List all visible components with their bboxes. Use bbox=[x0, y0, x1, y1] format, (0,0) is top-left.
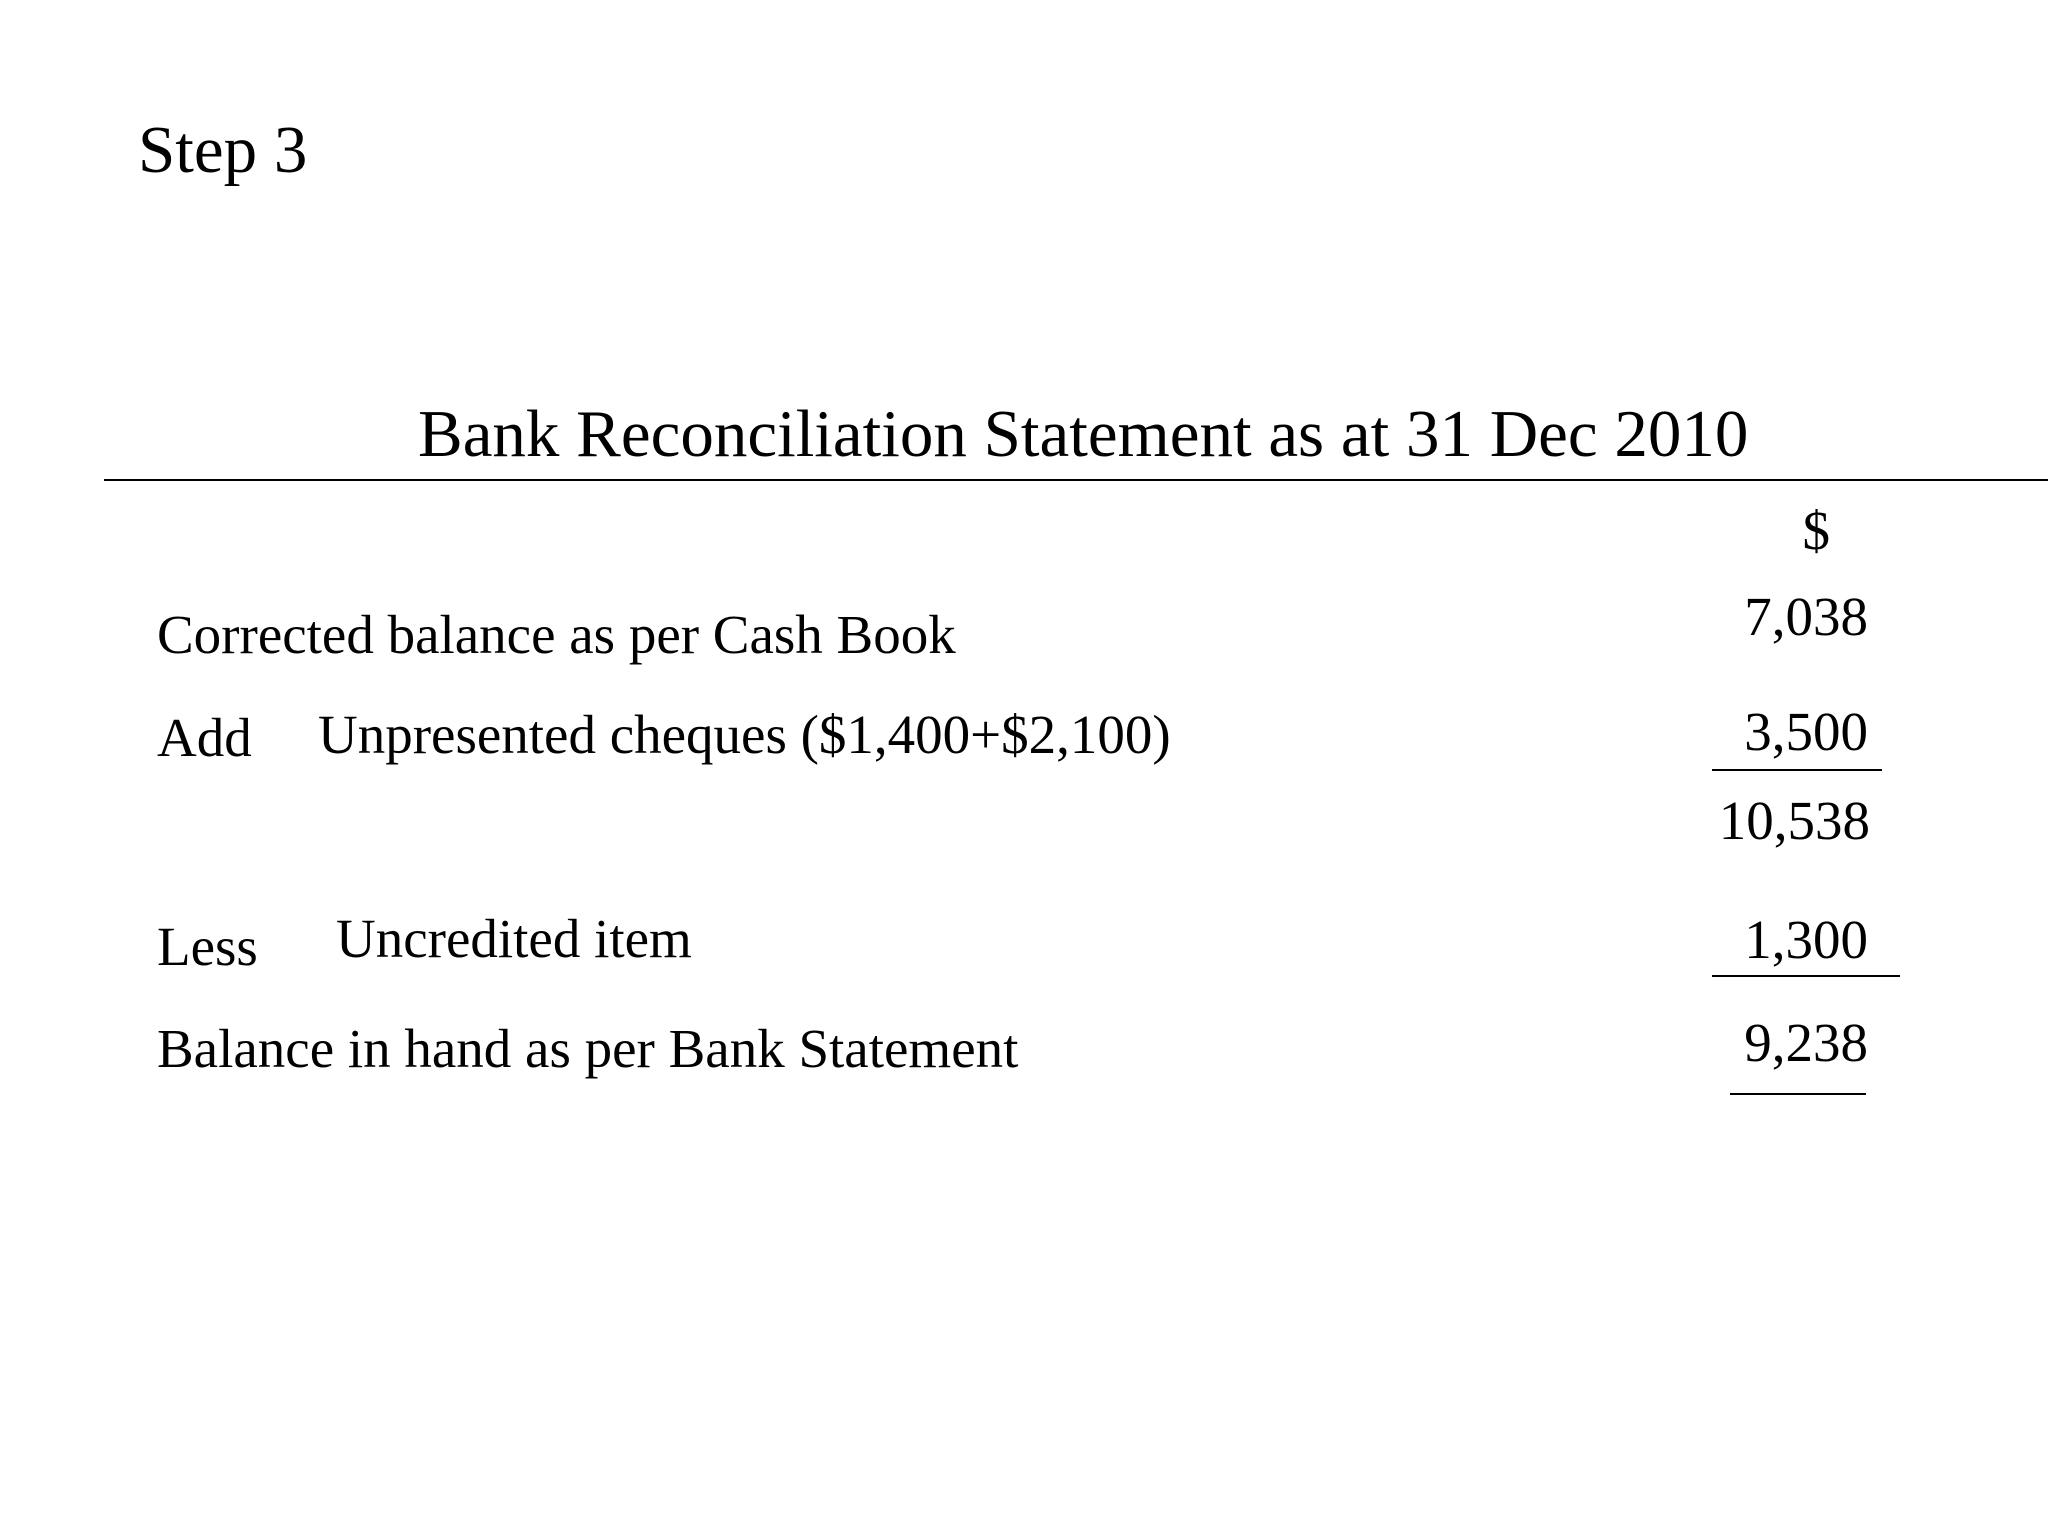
row-label-cash-book: Corrected balance as per Cash Book bbox=[157, 604, 956, 665]
row-label-bank-statement: Balance in hand as per Bank Statement bbox=[157, 1018, 1019, 1079]
step-label: Step 3 bbox=[138, 113, 308, 187]
row-prefix-less: Less bbox=[157, 916, 258, 977]
final-total-rule bbox=[1730, 1093, 1866, 1095]
amount-uncredited-item: 1,300 bbox=[1744, 909, 1868, 970]
amount-cash-book: 7,038 bbox=[1744, 586, 1868, 647]
row-prefix-add: Add bbox=[157, 707, 252, 768]
row-label-uncredited-item: Uncredited item bbox=[336, 908, 692, 969]
amount-unpresented-cheques: 3,500 bbox=[1744, 701, 1868, 762]
subtotal-rule bbox=[1712, 769, 1882, 771]
title-underline bbox=[104, 479, 2048, 481]
statement-title: Bank Reconciliation Statement as at 31 Dec 2010 bbox=[418, 397, 1749, 471]
row-label-unpresented-cheques: Unpresented cheques ($1,400+$2,100) bbox=[318, 704, 1171, 765]
currency-header: $ bbox=[1802, 500, 1830, 561]
amount-bank-statement: 9,238 bbox=[1744, 1012, 1868, 1073]
amount-subtotal: 10,538 bbox=[1718, 790, 1870, 851]
less-rule bbox=[1712, 975, 1900, 977]
